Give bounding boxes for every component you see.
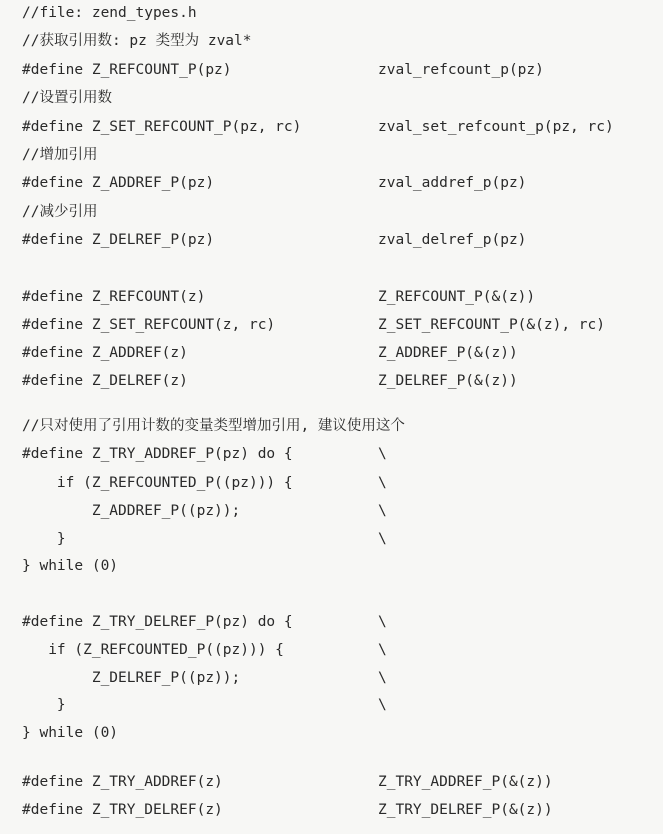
line-continuation-backslash: \ (378, 503, 387, 519)
line-continuation-backslash: \ (378, 642, 387, 658)
macro-expansion: zval_delref_p(pz) (378, 232, 527, 248)
code-statement: } while (0) (22, 558, 119, 574)
macro-definition: #define Z_TRY_ADDREF_P(pz) do { (22, 446, 293, 462)
macro-definition: #define Z_REFCOUNT_P(pz) (22, 62, 232, 78)
code-statement: Z_ADDREF_P((pz)); (22, 503, 241, 519)
line-continuation-backslash: \ (378, 475, 387, 491)
macro-definition: #define Z_SET_REFCOUNT_P(pz, rc) (22, 119, 302, 135)
code-comment: //减少引用 (22, 204, 98, 220)
macro-definition: #define Z_SET_REFCOUNT(z, rc) (22, 317, 276, 333)
macro-definition: #define Z_DELREF_P(pz) (22, 232, 215, 248)
macro-definition: #define Z_TRY_DELREF(z) (22, 802, 223, 818)
macro-definition: #define Z_ADDREF_P(pz) (22, 175, 215, 191)
code-statement: if (Z_REFCOUNTED_P((pz))) { (22, 475, 293, 491)
macro-expansion: zval_set_refcount_p(pz, rc) (378, 119, 614, 135)
macro-definition: #define Z_DELREF(z) (22, 373, 188, 389)
code-comment: //只对使用了引用计数的变量类型增加引用, 建议使用这个 (22, 418, 405, 434)
code-comment: //设置引用数 (22, 90, 112, 106)
code-comment: //获取引用数: pz 类型为 zval* (22, 33, 252, 49)
macro-expansion: Z_SET_REFCOUNT_P(&(z), rc) (378, 317, 605, 333)
macro-expansion: Z_ADDREF_P(&(z)) (378, 345, 518, 361)
line-continuation-backslash: \ (378, 531, 387, 547)
macro-expansion: Z_REFCOUNT_P(&(z)) (378, 289, 536, 305)
code-statement: } (22, 531, 66, 547)
macro-expansion: Z_TRY_DELREF_P(&(z)) (378, 802, 553, 818)
macro-definition: #define Z_REFCOUNT(z) (22, 289, 206, 305)
macro-expansion: zval_addref_p(pz) (378, 175, 527, 191)
code-statement: if (Z_REFCOUNTED_P((pz))) { (22, 642, 284, 658)
code-statement: } while (0) (22, 725, 119, 741)
code-comment: //增加引用 (22, 147, 98, 163)
line-continuation-backslash: \ (378, 446, 387, 462)
code-statement: Z_DELREF_P((pz)); (22, 670, 241, 686)
macro-expansion: Z_TRY_ADDREF_P(&(z)) (378, 774, 553, 790)
code-text: //file: zend_types.h (22, 5, 197, 21)
line-continuation-backslash: \ (378, 697, 387, 713)
macro-definition: #define Z_TRY_DELREF_P(pz) do { (22, 614, 293, 630)
macro-definition: #define Z_TRY_ADDREF(z) (22, 774, 223, 790)
macro-expansion: zval_refcount_p(pz) (378, 62, 544, 78)
macro-expansion: Z_DELREF_P(&(z)) (378, 373, 518, 389)
line-continuation-backslash: \ (378, 614, 387, 630)
macro-definition: #define Z_ADDREF(z) (22, 345, 188, 361)
line-continuation-backslash: \ (378, 670, 387, 686)
code-statement: } (22, 697, 66, 713)
